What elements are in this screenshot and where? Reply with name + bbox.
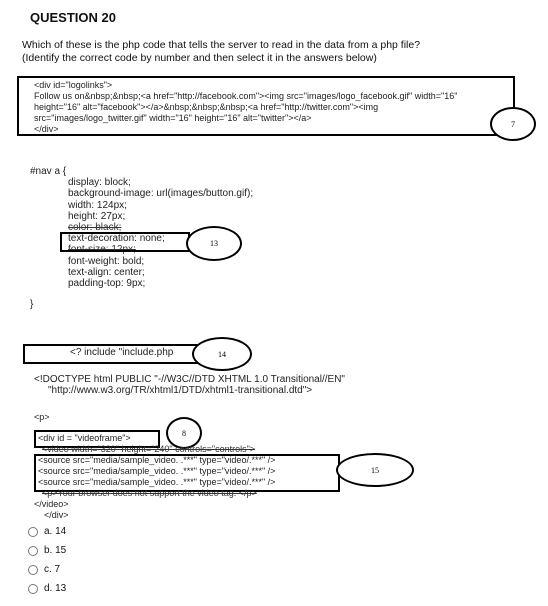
source-line: <source src="media/sample_video. .***" type="video/.***" />	[38, 466, 276, 476]
code-line: </div>	[34, 124, 59, 134]
answer-option-d[interactable]	[28, 579, 66, 598]
code-block-7	[34, 80, 457, 135]
radio-circle-icon[interactable]	[28, 527, 38, 537]
code-box-13	[60, 232, 190, 252]
css-line: height: 27px;	[68, 210, 126, 222]
question-title: QUESTION 20	[30, 10, 116, 25]
code-line: Follow us on&nbsp;&nbsp;<a href="http://facebook.com"><img src="images/logo_facebook.gif" width="16"	[34, 91, 458, 101]
label-circle-14: 14	[192, 337, 252, 371]
radio-circle-icon[interactable]	[28, 546, 38, 556]
css-line: background-image: url(images/button.gif);	[68, 188, 254, 200]
css-line: color: black;	[68, 222, 122, 234]
doctype	[34, 374, 345, 396]
answer-option-b[interactable]	[28, 541, 66, 560]
css-line: display: block;	[68, 177, 131, 189]
answer-label: d. 13	[44, 583, 67, 594]
css-line: font-size: 12px;	[68, 244, 136, 256]
css-line: font-weight: bold;	[68, 255, 145, 267]
doctype-line-2: "http://www.w3.org/TR/xhtml1/DTD/xhtml1-transitional.dtd">	[48, 385, 313, 397]
answer-label: c. 7	[44, 564, 61, 575]
div-close-line: </div>	[44, 510, 69, 520]
code-line: src="images/logo_twitter.gif" width="16" height="16" alt="twitter"></a>	[34, 113, 312, 123]
css-line: text-decoration: none;	[68, 233, 165, 245]
radio-circle-icon[interactable]	[28, 565, 38, 575]
p-open: <p>	[34, 412, 50, 422]
css-line: text-align: center;	[68, 266, 145, 278]
label-circle-7: 7	[490, 107, 536, 141]
video-block	[34, 433, 276, 521]
answer-option-c[interactable]	[28, 560, 66, 579]
answer-label: b. 15	[44, 545, 67, 556]
label-circle-15: 15	[336, 453, 414, 487]
answer-label: a. 14	[44, 526, 67, 537]
video-tag-line: <video width="320" height="240" controls="controls">	[42, 444, 256, 454]
label-circle-8: 8	[166, 417, 202, 449]
label-circle-13: 13	[186, 226, 242, 261]
question-line-1: Which of these is the php code that tells the server to read in the data from a php file?	[22, 39, 421, 51]
video-close-line: </video>	[34, 499, 69, 509]
php-include-line: <? include "include.php	[70, 347, 174, 358]
css-close: }	[30, 299, 34, 311]
css-line: padding-top: 9px;	[68, 278, 146, 290]
radio-circle-icon[interactable]	[28, 584, 38, 594]
answer-options	[28, 522, 66, 598]
source-line: <source src="media/sample_video. .***" type="video/.***" />	[38, 455, 276, 465]
doctype-line-1: <!DOCTYPE html PUBLIC "-//W3C//DTD XHTML 1.0 Transitional//EN"	[34, 374, 345, 385]
question-line-2: (Identify the correct code by number and then select it in the answers below)	[22, 52, 377, 64]
code-line: <div id="logolinks">	[34, 80, 113, 90]
css-line: width: 124px;	[68, 199, 127, 211]
css-selector: #nav a {	[30, 166, 67, 177]
div-line: <div id = "videoframe">	[38, 433, 131, 443]
fallback-line: <p>Your browser does not support the video tag. </p>	[42, 488, 257, 498]
source-line: <source src="media/sample_video. .***" type="video/.***" />	[38, 477, 276, 487]
code-line: height="16" alt="facebook"></a>&nbsp;&nbsp;&nbsp;<a href="http://twitter.com"><img	[34, 102, 379, 112]
answer-option-a[interactable]	[28, 522, 66, 541]
question-text	[22, 39, 420, 65]
